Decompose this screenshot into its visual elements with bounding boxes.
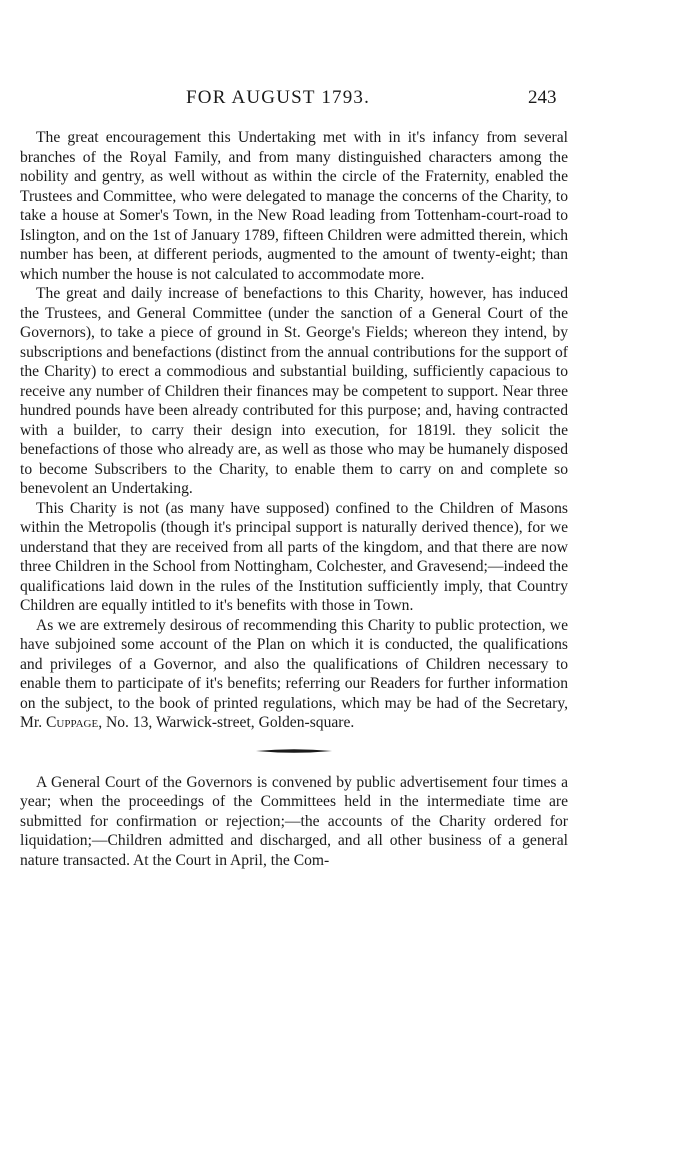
running-title: FOR AUGUST 1793. bbox=[186, 87, 371, 108]
secretary-name: Cuppage bbox=[46, 714, 99, 731]
paragraph-plan-text: As we are extremely desirous of recommending this Charity to public protection, we have subjoined some account of the Plan on which it is conducted, the qualifications and privileges of a Governor, and also the qualifications of Children necessary to enable them to participate of it's benefits; referring our Readers for further information on the subject, to the book of printed regulations, which may be had of the Secretary, Mr. bbox=[20, 616, 568, 731]
secretary-address: , No. 13, Warwick-street, Golden-square. bbox=[98, 714, 355, 731]
paragraph-encouragement: The great encouragement this Undertaking met with in it's infancy from several branches of the Royal Family, and from many distinguished characters among the nobility and gentry, as well without as within the circle of the Fraternity, enabled the Trustees and Committee, who were delegated to manage the concerns of the Charity, to take a house at Somer's Town, in the New Road leading from Tottenham-court-road to Islington, and on the 1st of January 1789, fifteen Children were admitted therein, which number has been, at different periods, augmented to the amount of twenty-eight; than which number the house is not calculated to accommodate more. bbox=[20, 129, 568, 283]
paragraph-benefactions: The great and daily increase of benefactions to this Charity, however, has induced the Trustees, and General Committee (under the sanction of a General Court of the Governors), to take a piece of ground in St. George's Fields; whereon they intend, by subscriptions and benefactions (distinct from the annual contributions for the support of the Charity) to erect a commodious and substantial building, sufficiently capacious to receive any number of Children their finances may be competent to support. Near three hundred pounds have been already contributed for this purpose; and, having contracted with a builder, to carry their design into execution, for 1819l. they solicit the benefactions of those who already are, as well as those who may be humanely disposed to become Subscribers to the Charity, to enable them to carry on and complete so benevolent an Undertaking. bbox=[20, 285, 568, 497]
page-number: 243 bbox=[528, 87, 557, 108]
paragraph-plan-account bbox=[20, 616, 568, 733]
section-rule-ornament bbox=[254, 747, 334, 755]
paragraph-country-children: This Charity is not (as many have supposed) confined to the Children of Masons within the Metropolis (though it's principal support is naturally derived thence), for we understand that they are received from all parts of the kingdom, and that there are now three Children in the School from Nottingham, Colchester, and Gravesend;—indeed the qualifications laid down in the rules of the Institution sufficiently imply, that Country Children are equally intitled to it's benefits with those in Town. bbox=[20, 499, 568, 614]
running-head bbox=[0, 86, 685, 110]
paragraph-general-court: A General Court of the Governors is convened by public advertisement four times a year; when the proceedings of the Committees held in the intermediate time are submitted for confirmation or rejection;—the accounts of the Charity ordered for liquidation;—Children admitted and discharged, and all other business of a general nature transacted. At the Court in April, the Com- bbox=[20, 773, 568, 869]
body-text bbox=[20, 128, 568, 870]
